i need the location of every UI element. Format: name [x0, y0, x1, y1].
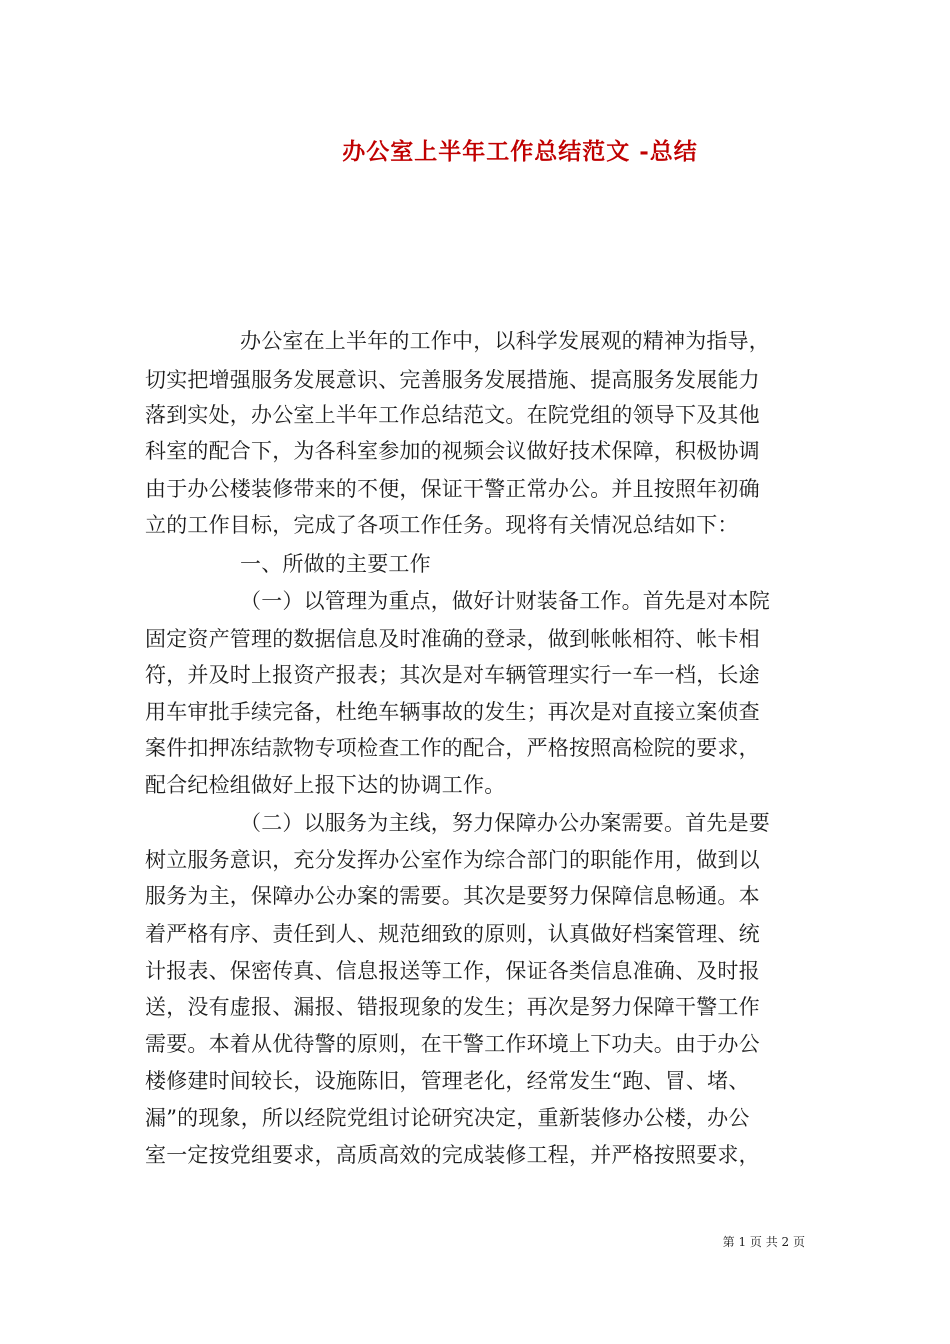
body-line: 送，没有虚报、漏报、错报现象的发生；再次是努力保障干警工作 [145, 995, 760, 1019]
body-line: 着严格有序、责任到人、规范细致的原则，认真做好档案管理、统 [145, 922, 760, 946]
body-line: 科室的配合下，为各科室参加的视频会议做好技术保障，积极协调 [145, 439, 760, 463]
body-line: 服务为主，保障办公办案的需要。其次是要努力保障信息畅通。本 [145, 884, 760, 908]
body-line: 落到实处，办公室上半年工作总结范文。在院党组的领导下及其他 [145, 403, 760, 427]
body-line: 树立服务意识，充分发挥办公室作为综合部门的职能作用，做到以 [145, 848, 760, 872]
body-line: 立的工作目标，完成了各项工作任务。现将有关情况总结如下： [145, 513, 739, 537]
body-line: 楼修建时间较长，设施陈旧，管理老化，经常发生“跑、冒、堵、 [145, 1069, 750, 1093]
body-line: 用车审批手续完备，杜绝车辆事故的发生；再次是对直接立案侦查 [145, 700, 760, 724]
body-line: 需要。本着从优待警的原则，在干警工作环境上下功夫。由于办公 [145, 1032, 760, 1056]
page-number: 第 1 页 共 2 页 [722, 1235, 805, 1249]
body-line: 由于办公楼装修带来的不便，保证干警正常办公。并且按照年初确 [145, 477, 760, 501]
body-line: 配合纪检组做好上报下达的协调工作。 [145, 773, 506, 797]
body-line: （二）以服务为主线，努力保障办公办案需要。首先是要 [240, 811, 770, 835]
section-heading: 一、所做的主要工作 [240, 552, 431, 576]
body-line: 固定资产管理的数据信息及时准确的登录，做到帐帐相符、帐卡相 [145, 627, 760, 651]
body-line: 案件扣押冻结款物专项检查工作的配合，严格按照高检院的要求， [145, 736, 760, 760]
body-line: （一）以管理为重点，做好计财装备工作。首先是对本院 [240, 589, 770, 613]
body-line: 符，并及时上报资产报表；其次是对车辆管理实行一车一档，长途 [145, 663, 760, 687]
body-line: 计报表、保密传真、信息报送等工作，保证各类信息准确、及时报 [145, 959, 760, 983]
body-line: 漏”的现象，所以经院党组讨论研究决定，重新装修办公楼，办公 [145, 1106, 750, 1130]
body-line: 室一定按党组要求，高质高效的完成装修工程，并严格按照要求， [145, 1143, 760, 1167]
body-line: 切实把增强服务发展意识、完善服务发展措施、提高服务发展能力 [145, 368, 760, 392]
body-line: 办公室在上半年的工作中，以科学发展观的精神为指导， [240, 329, 770, 353]
document-title: 办公室上半年工作总结范文 -总结 [342, 138, 698, 165]
